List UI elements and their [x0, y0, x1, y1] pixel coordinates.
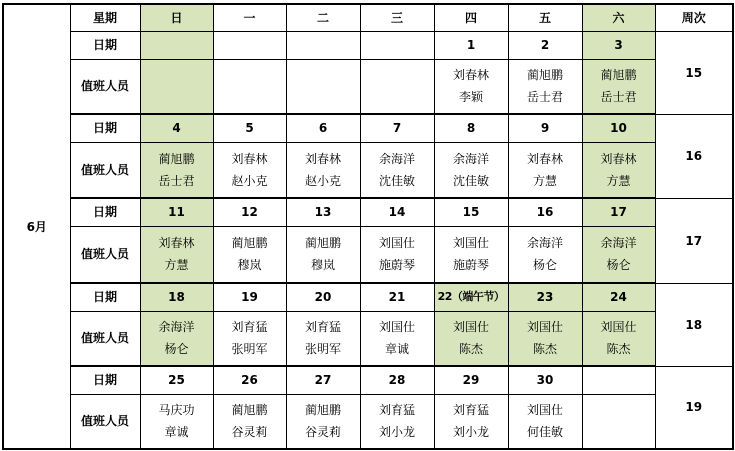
- staff-name: 章诚: [384, 342, 409, 357]
- date-cell: 8: [434, 114, 508, 142]
- staff-name: 施蔚琴: [378, 258, 415, 273]
- header-wed: 三: [360, 4, 434, 31]
- staff-cell: [434, 142, 508, 198]
- date-cell: 26: [213, 366, 286, 394]
- staff-name: 何佳敏: [526, 425, 563, 440]
- staff-cell: [213, 142, 286, 198]
- staff-name: 蔺旭鹏: [231, 236, 268, 251]
- staff-name: 刘春林: [231, 151, 268, 166]
- date-label: 日期: [70, 31, 140, 59]
- date-label: 日期: [70, 198, 140, 226]
- staff-cell: [140, 59, 213, 114]
- staff-cell: [582, 394, 655, 449]
- staff-name: 余海洋: [158, 320, 195, 335]
- date-cell: 1: [434, 31, 508, 59]
- staff-name: 马庆功: [158, 403, 195, 418]
- staff-name: [361, 64, 434, 86]
- staff-cell: [286, 394, 360, 449]
- header-sat: 六: [582, 4, 655, 31]
- staff-name: 陈杰: [532, 342, 557, 357]
- staff-cell: [360, 394, 434, 449]
- staff-cell: [360, 226, 434, 283]
- header-sun: 日: [140, 4, 213, 31]
- date-label: 日期: [70, 366, 140, 394]
- staff-label: 值班人员: [70, 394, 140, 449]
- staff-row: [3, 394, 733, 449]
- staff-cell: [140, 142, 213, 198]
- staff-name: 章诚: [164, 425, 189, 440]
- staff-cell: [582, 311, 655, 366]
- staff-name: 刘育猛: [452, 403, 489, 418]
- staff-name: 穆岚: [310, 258, 335, 273]
- staff-cell: [140, 394, 213, 449]
- staff-name: [141, 64, 213, 86]
- staff-cell: [434, 59, 508, 114]
- date-cell: 30: [508, 366, 582, 394]
- date-cell: 12: [213, 198, 286, 226]
- staff-name: 岳士君: [158, 173, 195, 188]
- staff-name: 刘国仕: [526, 403, 563, 418]
- week-number-cell: 15: [655, 31, 733, 114]
- date-row: [3, 366, 733, 394]
- date-cell: 9: [508, 114, 582, 142]
- staff-name: 岳士君: [526, 90, 563, 105]
- staff-name: 李颖: [458, 90, 483, 105]
- staff-cell: [508, 226, 582, 283]
- date-cell: 3: [582, 31, 655, 59]
- staff-row: [3, 311, 733, 366]
- staff-name: 穆岚: [237, 258, 262, 273]
- staff-cell: [286, 311, 360, 366]
- date-cell: 6: [286, 114, 360, 142]
- staff-name: 刘春林: [526, 151, 563, 166]
- staff-name: 刘育猛: [378, 403, 415, 418]
- staff-name: 陈杰: [458, 342, 483, 357]
- staff-name: 蔺旭鹏: [231, 403, 268, 418]
- date-cell: 22（端午节）: [434, 283, 508, 311]
- staff-name: 刘育猛: [231, 320, 268, 335]
- date-cell: 2: [508, 31, 582, 59]
- week-number-cell: 19: [655, 366, 733, 449]
- header-mon: 一: [213, 4, 286, 31]
- staff-cell: [582, 59, 655, 114]
- staff-name: 刘国仕: [378, 320, 415, 335]
- staff-name: 谷灵莉: [304, 425, 341, 440]
- staff-name: 刘国仕: [600, 320, 637, 335]
- staff-name: 刘国仕: [526, 320, 563, 335]
- week-number-cell: 18: [655, 283, 733, 366]
- date-cell: 13: [286, 198, 360, 226]
- date-label: 日期: [70, 283, 140, 311]
- staff-name: 蔺旭鹏: [526, 68, 563, 83]
- staff-name: 施蔚琴: [452, 258, 489, 273]
- staff-name: 张明军: [231, 342, 268, 357]
- staff-name: [583, 399, 655, 421]
- staff-cell: [582, 142, 655, 198]
- staff-row: [3, 142, 733, 198]
- staff-cell: [213, 394, 286, 449]
- staff-name: 刘国仕: [452, 236, 489, 251]
- staff-name: 沈佳敏: [452, 173, 489, 188]
- staff-name: 杨仑: [532, 258, 557, 273]
- staff-cell: [434, 311, 508, 366]
- header-thu: 四: [434, 4, 508, 31]
- staff-row: [3, 226, 733, 283]
- staff-name: 沈佳敏: [378, 173, 415, 188]
- date-cell: 15: [434, 198, 508, 226]
- staff-name: 刘国仕: [378, 236, 415, 251]
- header-weekday: 星期: [70, 4, 140, 31]
- week-number-cell: 16: [655, 114, 733, 198]
- staff-label: 值班人员: [70, 311, 140, 366]
- staff-cell: [508, 394, 582, 449]
- date-cell: [140, 31, 213, 59]
- date-cell: 29: [434, 366, 508, 394]
- staff-name: 陈杰: [606, 342, 631, 357]
- staff-name: 赵小克: [304, 173, 341, 188]
- staff-cell: [582, 226, 655, 283]
- staff-name: 方慧: [164, 258, 189, 273]
- staff-cell: [286, 59, 360, 114]
- staff-label: 值班人员: [70, 59, 140, 114]
- staff-name: 赵小克: [231, 173, 268, 188]
- date-cell: 4: [140, 114, 213, 142]
- staff-name: 刘小龙: [452, 425, 489, 440]
- staff-name: 刘小龙: [378, 425, 415, 440]
- staff-cell: [360, 311, 434, 366]
- header-row: [3, 4, 733, 31]
- staff-cell: [140, 226, 213, 283]
- staff-label: 值班人员: [70, 226, 140, 283]
- header-fri: 五: [508, 4, 582, 31]
- date-cell: 25: [140, 366, 213, 394]
- date-cell: 18: [140, 283, 213, 311]
- date-cell: 28: [360, 366, 434, 394]
- staff-name: 余海洋: [378, 151, 415, 166]
- date-label: 日期: [70, 114, 140, 142]
- date-cell: 5: [213, 114, 286, 142]
- staff-name: 张明军: [304, 342, 341, 357]
- date-cell: 14: [360, 198, 434, 226]
- date-cell: 27: [286, 366, 360, 394]
- date-row: [3, 31, 733, 59]
- staff-cell: [213, 311, 286, 366]
- date-cell: [286, 31, 360, 59]
- date-cell: 19: [213, 283, 286, 311]
- staff-cell: [360, 59, 434, 114]
- staff-name: 刘春林: [600, 151, 637, 166]
- staff-cell: [286, 142, 360, 198]
- staff-name: [583, 421, 655, 443]
- staff-name: [214, 64, 286, 86]
- staff-name: 余海洋: [452, 151, 489, 166]
- staff-name: [287, 86, 360, 108]
- header-tue: 二: [286, 4, 360, 31]
- staff-name: 谷灵莉: [231, 425, 268, 440]
- staff-name: 杨仑: [164, 342, 189, 357]
- date-row: [3, 114, 733, 142]
- staff-label: 值班人员: [70, 142, 140, 198]
- staff-name: 余海洋: [526, 236, 563, 251]
- staff-name: 余海洋: [600, 236, 637, 251]
- date-cell: 10: [582, 114, 655, 142]
- staff-row: [3, 59, 733, 114]
- staff-name: 岳士君: [600, 90, 637, 105]
- date-cell: 16: [508, 198, 582, 226]
- date-cell: 21: [360, 283, 434, 311]
- duty-schedule-table: [2, 3, 734, 450]
- date-cell: [360, 31, 434, 59]
- staff-cell: [434, 394, 508, 449]
- staff-name: 蔺旭鹏: [304, 236, 341, 251]
- date-cell: 24: [582, 283, 655, 311]
- header-week-number: 周次: [655, 4, 733, 31]
- staff-cell: [508, 311, 582, 366]
- staff-cell: [434, 226, 508, 283]
- date-cell: 23: [508, 283, 582, 311]
- staff-cell: [508, 59, 582, 114]
- staff-name: 蔺旭鹏: [600, 68, 637, 83]
- staff-cell: [286, 226, 360, 283]
- staff-name: [214, 86, 286, 108]
- staff-cell: [213, 226, 286, 283]
- staff-name: 刘春林: [158, 236, 195, 251]
- staff-cell: [508, 142, 582, 198]
- staff-cell: [213, 59, 286, 114]
- staff-name: 杨仑: [606, 258, 631, 273]
- staff-name: 刘春林: [452, 68, 489, 83]
- week-number-cell: 17: [655, 198, 733, 283]
- staff-name: 方慧: [532, 173, 557, 188]
- staff-name: 刘国仕: [452, 320, 489, 335]
- staff-cell: [140, 311, 213, 366]
- date-row: [3, 283, 733, 311]
- date-cell: 20: [286, 283, 360, 311]
- staff-name: [287, 64, 360, 86]
- staff-name: 蔺旭鹏: [304, 403, 341, 418]
- date-row: [3, 198, 733, 226]
- date-cell: [582, 366, 655, 394]
- staff-name: [361, 86, 434, 108]
- staff-name: 蔺旭鹏: [158, 151, 195, 166]
- staff-name: 方慧: [606, 173, 631, 188]
- month-cell: 6月: [3, 4, 70, 449]
- staff-name: 刘春林: [304, 151, 341, 166]
- staff-cell: [360, 142, 434, 198]
- date-cell: 17: [582, 198, 655, 226]
- staff-name: 刘育猛: [304, 320, 341, 335]
- date-cell: 7: [360, 114, 434, 142]
- date-cell: 11: [140, 198, 213, 226]
- date-cell: [213, 31, 286, 59]
- staff-name: [141, 86, 213, 108]
